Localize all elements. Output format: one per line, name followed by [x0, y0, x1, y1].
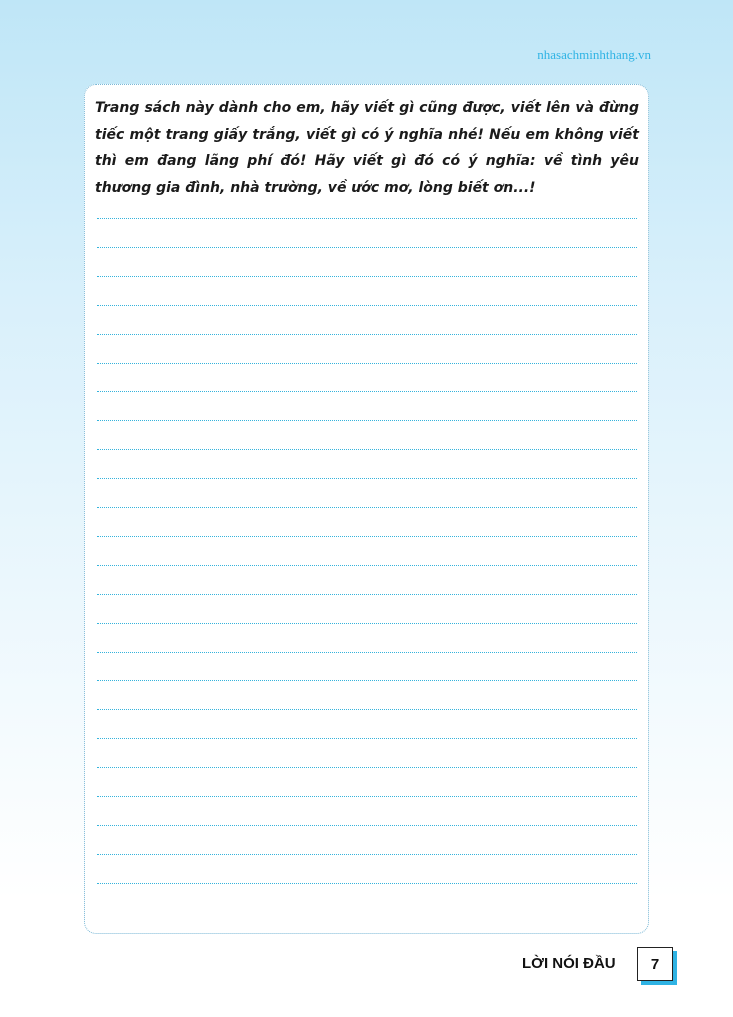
writing-line: [97, 363, 637, 364]
writing-line: [97, 449, 637, 450]
writing-line: [97, 565, 637, 566]
writing-line: [97, 709, 637, 710]
intro-text: Trang sách này dành cho em, hãy viết gì cũng được, viết lên và đừng tiếc một trang giấy trắng, viết gì có ý nghĩa nhé! Nếu em không viết thì em đang lãng phí đó! Hãy viết gì đó có ý nghĩa: về tình yêu thương gia đình, nhà trường, về ước mơ, lòng biết ơn...!: [95, 100, 639, 196]
writing-line: [97, 796, 637, 797]
page-number-box: [637, 947, 673, 981]
writing-line: [97, 738, 637, 739]
writing-line: [97, 883, 637, 884]
writing-line: [97, 767, 637, 768]
site-url: nhasachminhthang.vn: [537, 47, 651, 62]
writing-line: [97, 507, 637, 508]
writing-card: [84, 84, 649, 934]
writing-line: [97, 305, 637, 306]
writing-line: [97, 854, 637, 855]
writing-line: [97, 536, 637, 537]
writing-line: [97, 334, 637, 335]
page-number: 7: [650, 955, 660, 973]
writing-line: [97, 825, 637, 826]
writing-line: [97, 276, 637, 277]
writing-line: [97, 594, 637, 595]
section-title: LỜI NÓI ĐẦU: [522, 955, 616, 972]
writing-line: [97, 391, 637, 392]
writing-line: [97, 478, 637, 479]
writing-line: [97, 652, 637, 653]
writing-line: [97, 680, 637, 681]
writing-line: [97, 218, 637, 219]
writing-line: [97, 420, 637, 421]
writing-line: [97, 247, 637, 248]
writing-line: [97, 623, 637, 624]
